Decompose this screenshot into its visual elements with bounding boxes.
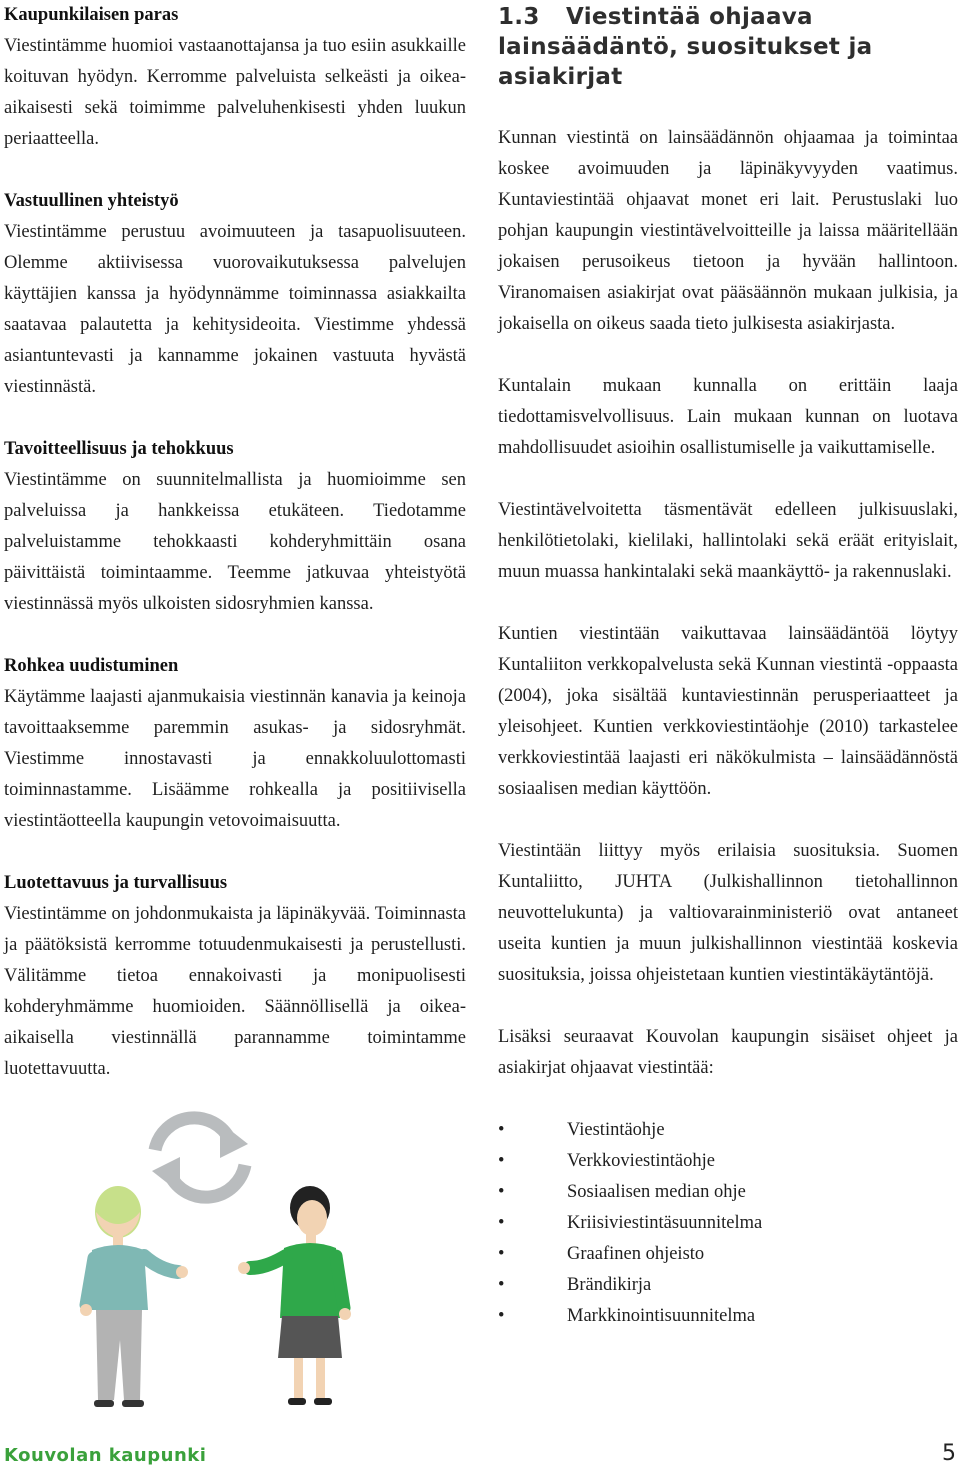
bullet: •: [498, 1306, 505, 1326]
section-title: Luotettavuus ja turvallisuus: [4, 873, 228, 893]
paragraph: Viestintään liittyy myös erilaisia suosituksia. Suomen Kuntaliitto, JUHTA (Julkishallinnon tietohallinnon neuvottelukunta) ja valtiovarainministeriö ovat antaneet useita kuntien ja muun julkishallinnon viestintää koskevia suosituksia, joissa ohjeistetaan kuntien viestintäkäytäntöjä.: [498, 841, 958, 985]
person-left: [80, 1186, 188, 1407]
section-title: Vastuullinen yhteistyö: [4, 191, 179, 211]
footer-organization: Kouvolan kaupunki: [4, 1445, 207, 1466]
section-title: Tavoitteellisuus ja tehokkuus: [4, 439, 234, 459]
heading-number: 1.3: [498, 4, 540, 30]
list-item: • Brändikirja: [498, 1270, 958, 1301]
list-item: • Verkkoviestintäohje: [498, 1146, 958, 1177]
paragraph: Kunnan viestintä on lainsäädännön ohjaamaa ja toimintaa koskee avoimuuden ja läpinäkyvyyden vaatimus. Kuntaviestintää ohjaavat monet eri lait. Perustuslaki luo pohjan kaupungin viestintävelvoitteille ja laissa määritellään jokaisen perusoikeus tietoon ja hyvään hallintoon. Viranomaisen asiakirjat ovat pääsäännön mukaan julkisia, ja jokaisella on oikeus saada tieto julkisesta asiakirjasta.: [498, 128, 958, 334]
two-people-illustration: [60, 1100, 400, 1430]
chapter-heading: [498, 2, 958, 92]
paragraph: Viestintävelvoitetta täsmentävät edelleen julkisuuslaki, henkilötietolaki, kielilaki, hallintolaki sekä eräät erityislait, muun muassa hankintalaki sekä maankäyttö- ja rakennuslaki.: [498, 500, 958, 582]
list-item: • Sosiaalisen median ohje: [498, 1177, 958, 1208]
section-tavoitteellisuus: [4, 434, 466, 620]
bullet: •: [498, 1213, 505, 1233]
list-item: • Graafinen ohjeisto: [498, 1239, 958, 1270]
section-luotettavuus: [4, 868, 466, 1085]
section-vastuullinen-yhteistyo: [4, 186, 466, 403]
heading-line2: lainsäädäntö, suositukset ja asiakirjat: [498, 34, 873, 90]
list-item: • Markkinointisuunnitelma: [498, 1301, 958, 1332]
paragraph: Kuntien viestintään vaikuttavaa lainsäädäntöä löytyy Kuntaliiton verkkopalvelusta sekä Kunnan viestintä -oppaasta (2004), joka sisältää kuntaviestinnän perusperiaatteet ja yleisohjeet. Kuntien verkkoviestintäohje (2010) tarkastelee verkkoviestintää laajasti eri näkökulmista – lainsäädännöstä sosiaalisen median käyttöön.: [498, 624, 958, 799]
bullet: •: [498, 1151, 505, 1171]
left-column: [4, 0, 466, 1116]
person-right: [238, 1186, 351, 1405]
section-rohkea-uudistuminen: [4, 651, 466, 837]
document-list: [498, 1115, 958, 1332]
section-title: Kaupunkilaisen paras: [4, 5, 179, 25]
section-kaupunkilaisen-paras: [4, 0, 466, 155]
bullet: •: [498, 1182, 505, 1202]
heading-line1: Viestintää ohjaava: [566, 4, 813, 30]
section-title: Rohkea uudistuminen: [4, 656, 179, 676]
section-text: Viestintämme huomioi vastaanottajansa ja tuo esiin asukkaille koituvan hyödyn. Kerromme palveluista selkeästi ja oikea-aikaisesti sekä toimimme palveluhenkisesti yhden luukun periaatteella.: [4, 36, 466, 149]
paragraph: Lisäksi seuraavat Kouvolan kaupungin sisäiset ohjeet ja asiakirjat ohjaavat viestintää:: [498, 1027, 958, 1078]
page-number: 5: [942, 1441, 956, 1466]
paragraph: Kuntalain mukaan kunnalla on erittäin laaja tiedottamisvelvollisuus. Lain mukaan kunnan on luotava mahdollisuudet asioihin osallistumiselle ja vaikuttamiselle.: [498, 376, 958, 458]
cycle-arrows-icon: [155, 1118, 245, 1197]
right-column: [498, 2, 958, 1332]
bullet: •: [498, 1275, 505, 1295]
section-text: Viestintämme perustuu avoimuuteen ja tasapuolisuuteen. Olemme aktiivisessa vuorovaikutuksessa palvelujen käyttäjien kanssa ja hyödynnämme toiminnassa asiakkailta saatavaa palautetta ja kehitysideoita. Viestimme yhdessä asiantuntevasti ja kannamme jokainen vastuuta hyvästä viestinnästä.: [4, 222, 466, 397]
list-item: • Viestintäohje: [498, 1115, 958, 1146]
list-item: • Kriisiviestintäsuunnitelma: [498, 1208, 958, 1239]
section-text: Viestintämme on suunnitelmallista ja huomioimme sen palveluissa ja hankkeissa etukäteen. Tiedotamme palveluistamme tehokkaasti kohderyhmittäin osana päivittäistä toimintaamme. Teemme jatkuvaa yhteistyötä viestinnässä myös ulkoisten sidosryhmien kanssa.: [4, 470, 466, 614]
bullet: •: [498, 1120, 505, 1140]
bullet: •: [498, 1244, 505, 1264]
section-text: Käytämme laajasti ajanmukaisia viestinnän kanavia ja keinoja tavoittaaksemme paremmin asukas- ja sidosryhmät. Viestimme innostavasti ja ennakkoluulottomasti toiminnastamme. Lisäämme rohkealla ja positiivisella viestintäotteella kaupungin vetovoimaisuutta.: [4, 687, 466, 831]
section-text: Viestintämme on johdonmukaista ja läpinäkyvää. Toiminnasta ja päätöksistä kerromme totuudenmukaisesti ja perustellusti. Välitämme tietoa ennakoivasti ja monipuolisesti kohderyhmämme huomioiden. Säännöllisellä ja oikea-aikaisella viestinnällä parannamme toimintamme luotettavuutta.: [4, 904, 466, 1079]
